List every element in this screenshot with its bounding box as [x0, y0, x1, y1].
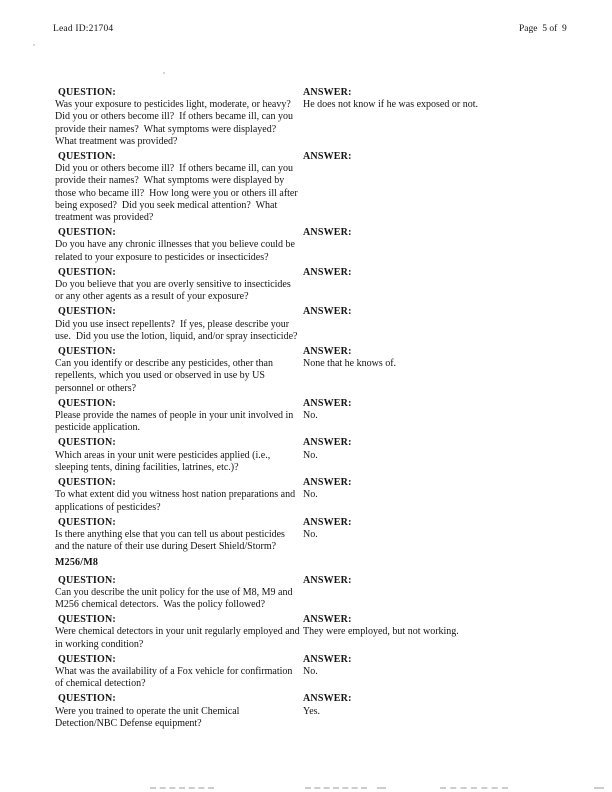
question-cell	[55, 227, 300, 264]
question-label: QUESTION:	[58, 266, 116, 278]
answer-label: ANSWER:	[303, 306, 352, 318]
question-text: Do you believe that you are overly sensitive to insecticides or any other agents as a result of your exposure?	[55, 279, 294, 303]
answer-label: ANSWER:	[303, 346, 352, 358]
question-cell	[55, 477, 300, 514]
answer-label: ANSWER:	[303, 227, 352, 239]
question-cell	[55, 517, 300, 554]
answer-label: ANSWER:	[303, 397, 352, 409]
answer-cell	[303, 614, 582, 651]
answer-cell	[303, 654, 582, 691]
qa-row	[55, 654, 582, 691]
scan-artifact	[305, 787, 367, 789]
question-cell	[55, 87, 300, 148]
question-label: QUESTION:	[58, 87, 116, 98]
question-label: QUESTION:	[58, 151, 116, 163]
question-label: QUESTION:	[58, 693, 116, 705]
answer-cell	[303, 693, 582, 730]
question-cell	[55, 267, 300, 304]
qa-row	[55, 517, 582, 554]
question-text: Were chemical detectors in your unit regularly employed and in working condition?	[55, 626, 303, 650]
answer-text: No.	[303, 528, 318, 540]
qa-row	[55, 151, 582, 224]
question-label: QUESTION:	[58, 227, 116, 239]
answer-label: ANSWER:	[303, 477, 352, 489]
question-label: QUESTION:	[58, 516, 116, 528]
question-text: Please provide the names of people in your unit involved in pesticide application.	[55, 410, 296, 434]
answer-label: ANSWER:	[303, 653, 352, 665]
question-text: Which areas in your unit were pesticides applied (i.e., sleeping tents, dining facilities, latrines, etc.)?	[55, 449, 273, 473]
question-cell	[55, 306, 300, 343]
question-cell	[55, 693, 300, 730]
question-label: QUESTION:	[58, 614, 116, 626]
answer-cell	[303, 575, 582, 612]
answer-cell	[303, 437, 582, 474]
answer-label: ANSWER:	[303, 614, 352, 626]
scan-speck	[33, 44, 35, 46]
answer-cell	[303, 87, 582, 148]
question-cell	[55, 575, 300, 612]
answer-cell	[303, 477, 582, 514]
question-text: Was your exposure to pesticides light, moderate, or heavy? Did you or others become ill? If others became ill, can you provide their names? What symptoms were displayed? What treatment was provided?	[55, 99, 296, 147]
answer-text: No.	[303, 489, 318, 501]
qa-row	[55, 227, 582, 264]
answer-label: ANSWER:	[303, 516, 352, 528]
question-label: QUESTION:	[58, 397, 116, 409]
answer-label: ANSWER:	[303, 574, 352, 586]
answer-text: He does not know if he was exposed or not.	[303, 99, 478, 111]
answer-cell	[303, 346, 582, 395]
question-text: Did you use insect repellents? If yes, please describe your use. Did you use the lotion, liquid, and/or spray insecticide?	[55, 318, 298, 342]
answer-cell	[303, 517, 582, 554]
scan-artifact	[377, 787, 386, 789]
question-label: QUESTION:	[58, 346, 116, 358]
question-cell	[55, 437, 300, 474]
qa-row	[55, 346, 582, 395]
question-label: QUESTION:	[58, 437, 116, 449]
question-text: Did you or others become ill? If others became ill, can you provide their names? What symptoms were displayed by those who became ill? How long were you or others ill after being exposed? Did you seek medical attention? What treatment was provided?	[55, 163, 301, 224]
answer-label: ANSWER:	[303, 693, 352, 705]
answer-label: ANSWER:	[303, 87, 352, 98]
answer-cell	[303, 306, 582, 343]
qa-row	[55, 87, 582, 148]
question-text: Can you describe the unit policy for the use of M8, M9 and M256 chemical detectors. Was the policy followed?	[55, 586, 295, 610]
question-cell	[55, 654, 300, 691]
question-text: Were you trained to operate the unit Chemical Detection/NBC Defense equipment?	[55, 705, 242, 729]
question-cell	[55, 614, 303, 651]
question-cell	[55, 398, 300, 435]
qa-row	[55, 398, 582, 435]
question-label: QUESTION:	[58, 477, 116, 489]
answer-label: ANSWER:	[303, 266, 352, 278]
question-text: Is there anything else that you can tell us about pesticides and the nature of their use during Desert Shield/Storm?	[55, 528, 288, 553]
answer-text: No.	[303, 449, 318, 461]
answer-text: They were employed, but not working.	[303, 626, 459, 638]
question-cell	[55, 346, 300, 395]
scan-speck	[163, 72, 165, 74]
section-header: M256/M8	[55, 557, 99, 569]
question-cell	[55, 151, 300, 224]
question-label: QUESTION:	[58, 653, 116, 665]
question-label: QUESTION:	[58, 574, 116, 586]
question-label: QUESTION:	[58, 306, 116, 318]
answer-cell	[303, 267, 582, 304]
qa-row	[55, 693, 582, 730]
question-text: To what extent did you witness host nation preparations and applications of pesticides?	[55, 489, 298, 513]
qa-row	[55, 437, 582, 474]
answer-text: No.	[303, 410, 318, 422]
qa-list	[55, 87, 582, 733]
answer-text: None that he knows of.	[303, 358, 397, 370]
question-text: What was the availability of a Fox vehicle for confirmation of chemical detection?	[55, 665, 295, 690]
scan-artifact	[594, 787, 604, 789]
answer-label: ANSWER:	[303, 151, 352, 163]
answer-cell	[303, 227, 582, 264]
question-text: Do you have any chronic illnesses that you believe could be related to your exposure to pesticides or insecticides?	[55, 239, 298, 263]
scan-artifact	[150, 787, 214, 789]
qa-row	[55, 575, 582, 612]
answer-text: No.	[303, 665, 318, 677]
answer-cell	[303, 151, 582, 224]
qa-row	[55, 614, 582, 651]
answer-label: ANSWER:	[303, 437, 352, 449]
answer-cell	[303, 398, 582, 435]
lead-id-label: Lead ID:21704	[53, 24, 114, 34]
qa-row	[55, 306, 582, 343]
page-number-label: Page 5 of 9	[519, 24, 567, 34]
question-text: Can you identify or describe any pesticides, other than repellents, which you used or observed in use by US personnel or others?	[55, 358, 276, 394]
answer-text: Yes.	[303, 705, 321, 717]
scan-artifact	[440, 787, 508, 789]
qa-row	[55, 267, 582, 304]
qa-row	[55, 477, 582, 514]
